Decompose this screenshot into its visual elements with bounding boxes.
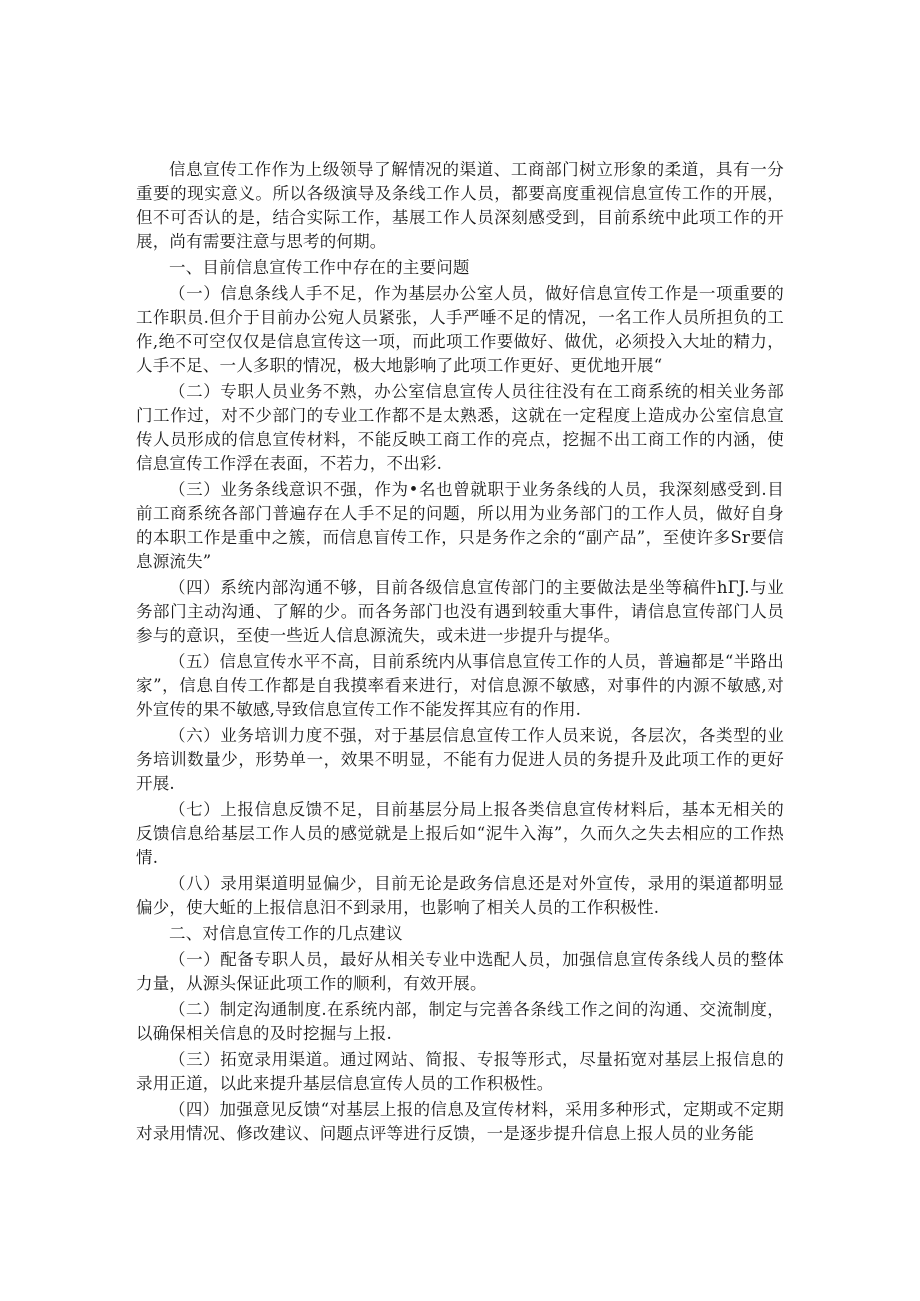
problem-paragraph-8: （八）录用渠道明显偏少，目前无论是政务信息还是对外宣传，录用的渠道都明显偏少，使大蚯的上报信息汨不到录用，也影响了相关人员的工作积极性. xyxy=(136,874,784,917)
intro-paragraph: 信息宣传工作作为上级领导了解情况的渠道、工商部门树立形象的柔道，具有一分重要的现实意义。所以各级演导及条线工作人员，都要高度重视信息宣传工作的开展，但不可否认的是，结合实际工作，基展工作人员深刻感受到，目前系统中此项工作的开展，尚有需要注意与思考的何期。 xyxy=(136,160,784,251)
problem-paragraph-6: （六）业务培训力度不强，对于基层信息宣传工作人员来说，各层次，各类型的业务培训数量少，形势单一，效果不明显，不能有力促进人员的务提升及此项工作的更好开展. xyxy=(136,726,784,793)
problem-paragraph-4: （四）系统内部沟通不够，目前各级信息宣传部门的主要做法是坐等稿件hГJ.与业务部门主动沟通、了解的少。而各务部门也没有遇到较重大事件，请信息宣传部门人员参与的意识，至使一些近人信息源流失，或未进一步提升与提华。 xyxy=(136,578,784,645)
section-1-heading: 一、目前信息宣传工作中存在的主要问题 xyxy=(169,258,470,277)
problem-paragraph-7: （七）上报信息反馈不足，目前基层分局上报各类信息宣传材料后，基本无相关的反馈信息给基层工作人员的感觉就是上报后如“泥牛入海”，久而久之失去相应的工作热情. xyxy=(136,800,784,867)
problem-paragraph-5: （五）信息宣传水平不高，目前系统内从事信息宣传工作的人员，普遍都是“半路出家”，信息自传工作都是自我摸率看来进行，对信息源不敏感，对事件的内源不敏感,对外宣传的果不敏感,导致信息宣传工作不能发挥其应有的作用. xyxy=(136,652,784,719)
problem-paragraph-2: （二）专职人员业务不熟，办公室信息宣传人员往往没有在工商系统的相关业务部门工作过，对不少部门的专业工作都不是太熟悉，这就在一定程度上造成办公室信息宣传人员形成的信息宣传材料，不能反映工商工作的亮点，挖掘不出工商工作的内涵，使信息宣传工作浮在表面，不若力，不出彩. xyxy=(136,382,784,473)
suggestion-paragraph-1: （一）配备专职人员，最好从相关专业中选配人员，加强信息宣传条线人员的整体力量，从源头保证此项工作的顺利，有效开展。 xyxy=(136,950,784,993)
suggestion-paragraph-2: （二）制定沟通制度.在系统内部，制定与完善各条线工作之间的沟通、交流制度，以确保相关信息的及时挖掘与上报. xyxy=(136,1000,784,1043)
problem-paragraph-3: （三）业务条线意识不强，作为•名也曾就职于业务条线的人员，我深刻感受到.目前工商系统各部门普遍存在人手不足的问题，所以用为业务部门的工作人员，做好自身的本职工作是重中之簇，而信息盲传工作，只是务作之余的“副产品”，至使许多Sr要信息源流失” xyxy=(136,480,784,571)
problem-paragraph-1: （一）信息条线人手不足，作为基层办公室人员，做好信息宣传工作是一项重要的工作职员.但介于目前办公宛人员紧张，人手严唾不足的情况，一名工作人员所担负的工作,绝不可空仅仅是信息宣传这一项，而此项工作要做好、做优，必须投入大址的精力，人手不足、一人多职的情况，极大地影响了此项工作更好、更优地开展“ xyxy=(136,284,784,375)
suggestion-paragraph-4: （四）加强意见反馈“对基层上报的信息及宣传材料，采用多种形式，定期或不定期对录用情况、修改建议、问题点评等进行反馈，一是逐步提升信息上报人员的业务能 xyxy=(136,1100,784,1143)
section-2-heading: 二、对信息宣传工作的几点建议 xyxy=(169,924,403,943)
suggestion-paragraph-3: （三）拓宽录用渠道。通过网站、简报、专报等形式，尽量拓宽对基层上报信息的录用正道，以此来提升基层信息宣传人员的工作积极性。 xyxy=(136,1050,784,1093)
document-body xyxy=(136,158,784,1148)
